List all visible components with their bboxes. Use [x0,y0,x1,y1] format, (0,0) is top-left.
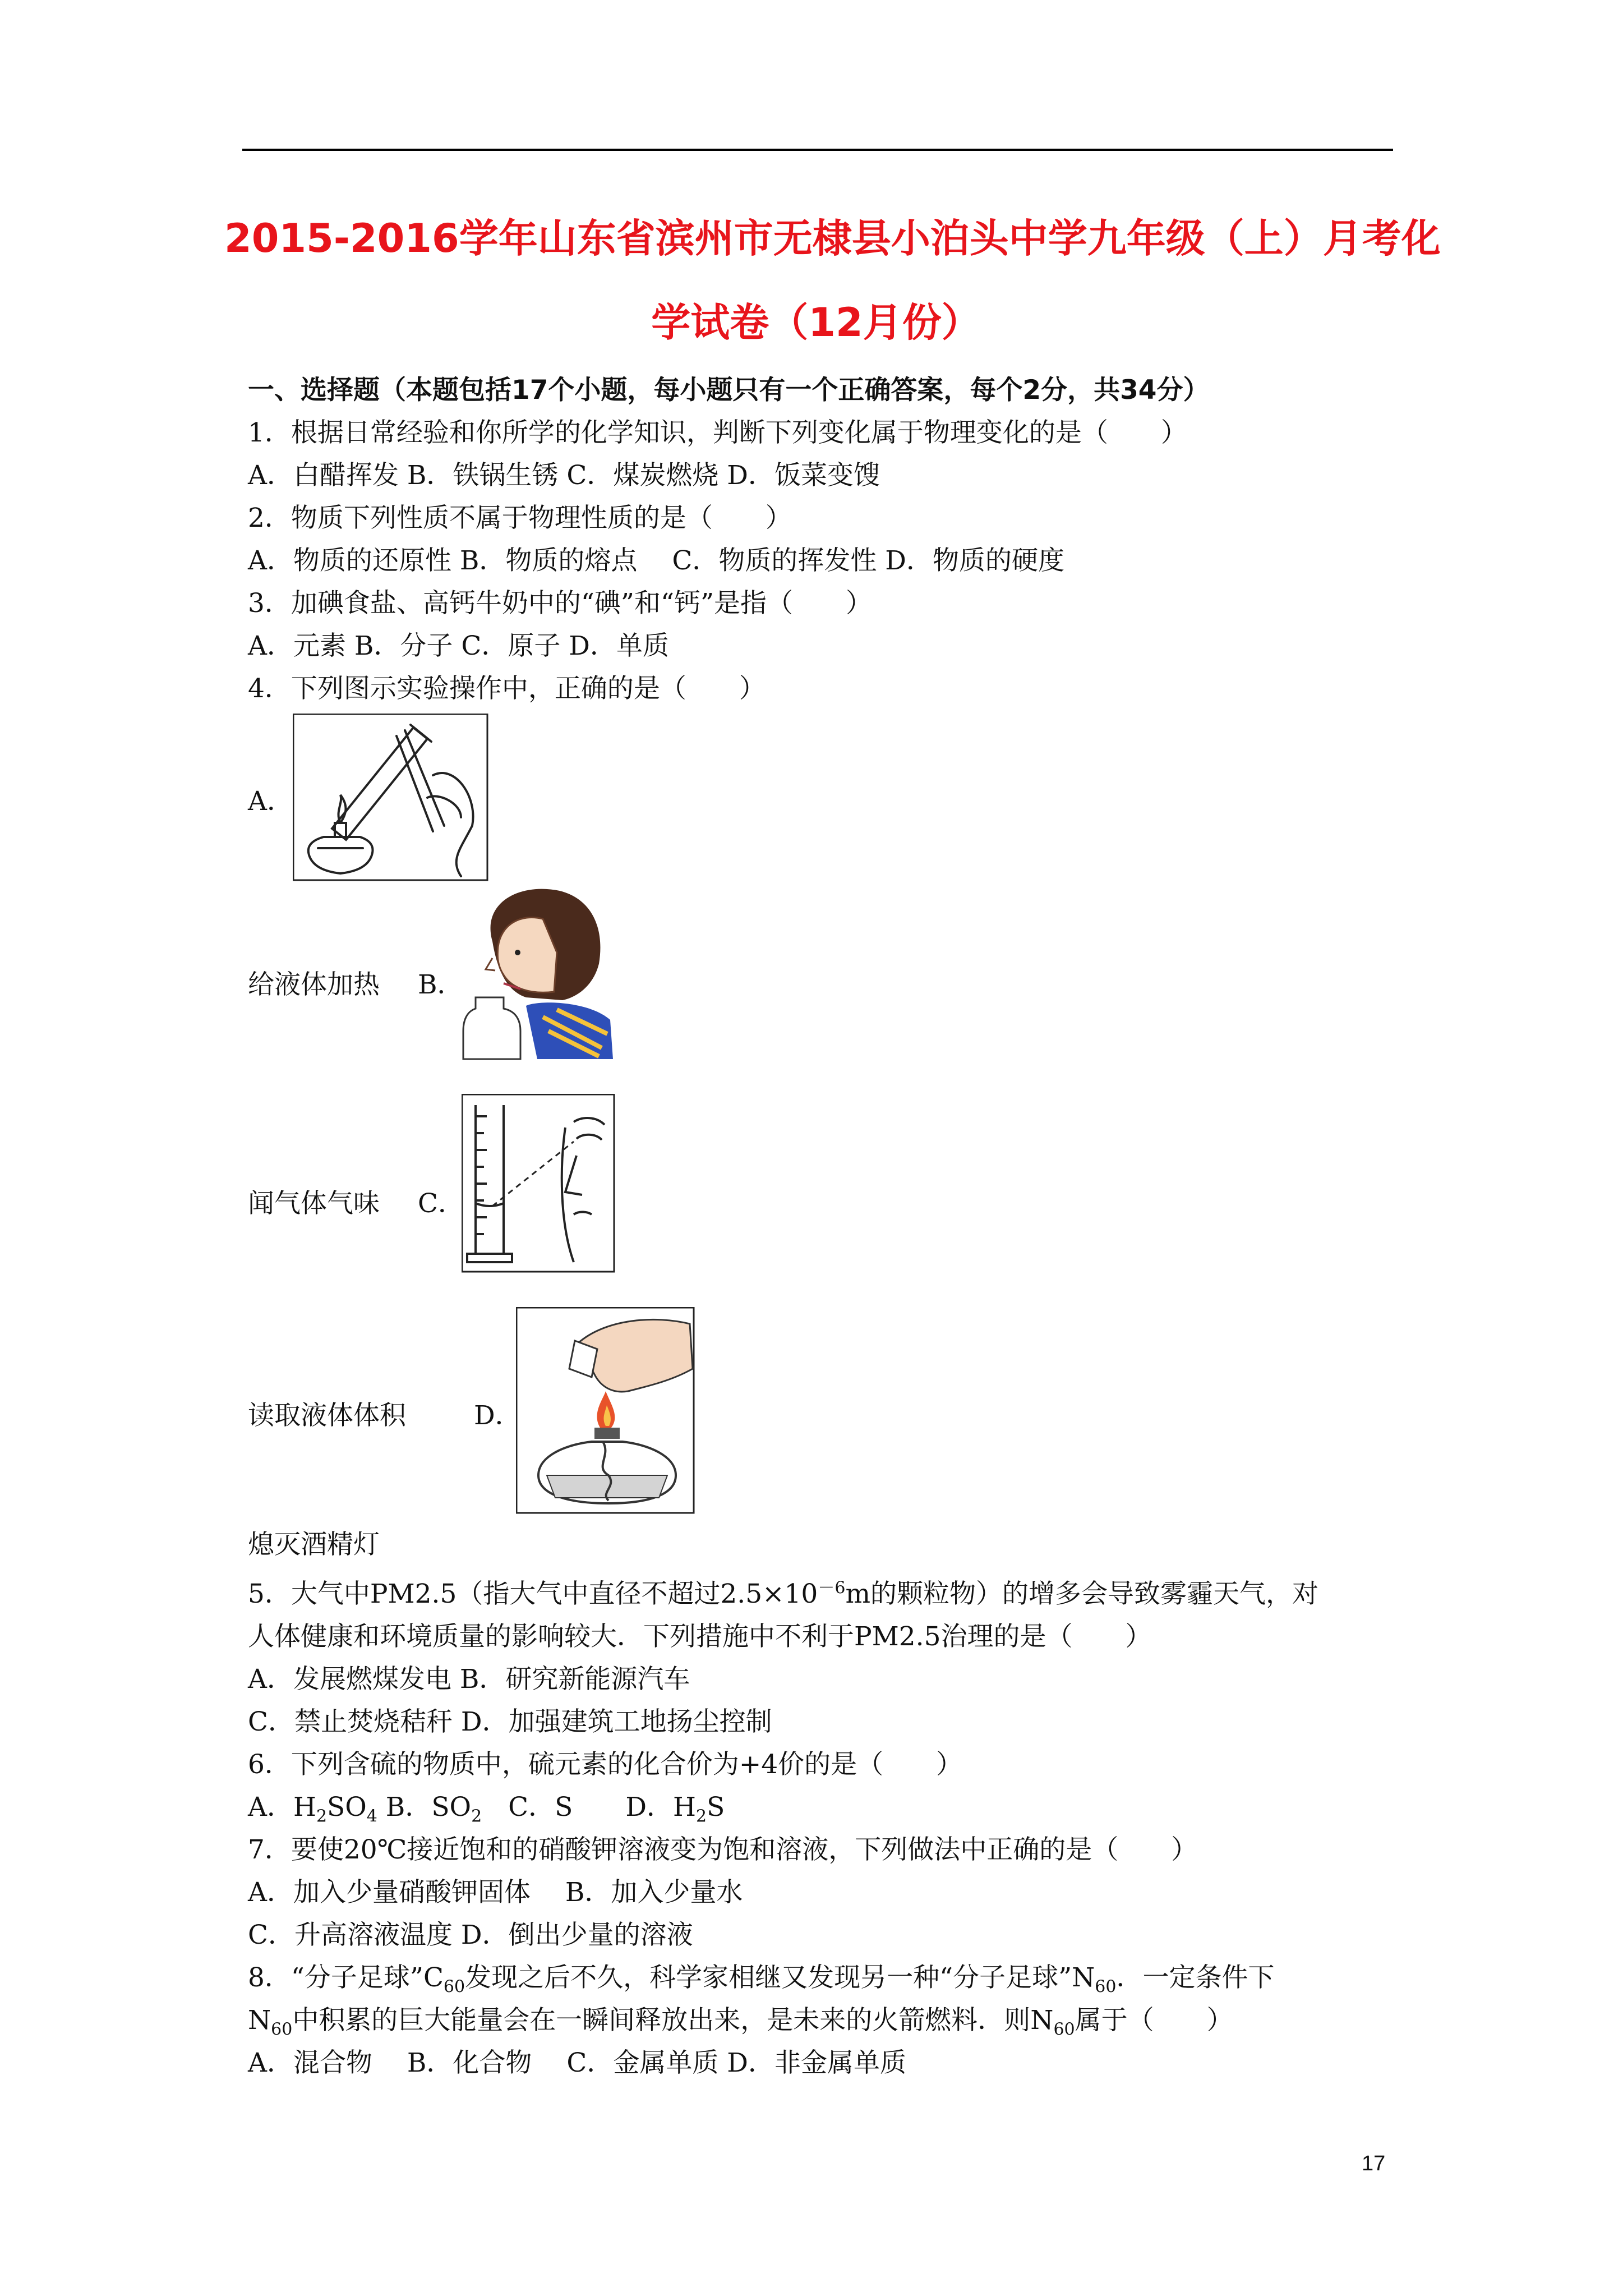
q1-stem: 1．根据日常经验和你所学的化学知识，判断下列变化属于物理变化的是（ ） [248,417,1187,448]
q3-stem: 3．加碘食盐、高钙牛奶中的“碘”和“钙”是指（ ） [248,588,873,619]
graduated-cylinder-figure [462,1094,616,1273]
q6-stem: 6．下列含硫的物质中，硫元素的化合价为+4价的是（ ） [248,1749,963,1780]
q8-stem-line2: $N_{60}$中积累的巨大能量会在一瞬间释放出来，是未来的火箭燃料．则$N_{60}$属于（ ） [248,2005,1233,2040]
header-rule [242,149,1393,151]
q4-a-caption: 给液体加热 [248,969,380,1000]
q4-d-label: D． [474,1400,522,1431]
smelling-gas-figure [459,880,616,1062]
q4-stem: 4．下列图示实验操作中，正确的是（ ） [248,673,766,704]
q8-options: A．混合物 B．化合物 C．金属单质 D．非金属单质 [248,2047,906,2078]
q1-options: A．白醋挥发 B．铁锅生锈 C．煤炭燃烧 D．饭菜变馊 [248,460,880,491]
q7-stem: 7．要使20℃接近饱和的硝酸钾溶液变为饱和溶液，下列做法中正确的是（ ） [248,1834,1198,1865]
page-title-line1: 2015-2016学年山东省滨州市无棣县小泊头中学九年级（上）月考化 [224,215,1441,261]
q4-c-label: C． [418,1188,464,1219]
q4-a-label: A． [248,786,293,817]
q7-options-line2: C．升高溶液温度 D．倒出少量的溶液 [248,1920,693,1950]
q6-options: A．$H_2SO_4$ B．$SO_2$ C．S D．$H_2S$ [248,1792,725,1826]
test-tube-heating-figure [293,714,489,882]
q4-b-label: B． [418,969,464,1000]
q2-options: A．物质的还原性 B．物质的熔点 C．物质的挥发性 D．物质的硬度 [248,545,1064,576]
q5-stem-line1: 5．大气中PM2.5（指大气中直径不超过$2.5\times 10^{-6}m$的颗粒物）的增多会导致雾霾天气，对 [248,1578,1319,1609]
section-heading: 一、选择题（本题包括17个小题，每小题只有一个正确答案，每个2分，共34分） [248,375,1210,406]
q5-options-line1: A．发展燃煤发电 B．研究新能源汽车 [248,1664,690,1695]
q5-stem-line2: 人体健康和环境质量的影响较大．下列措施中不利于PM2.5治理的是（ ） [248,1621,1152,1652]
q4-d-caption: 熄灭酒精灯 [248,1529,380,1560]
alcohol-lamp-figure [516,1307,695,1515]
q4-b-caption: 闻气体气味 [248,1188,380,1219]
page-title-line2: 学试卷（12月份） [651,300,981,346]
q8-stem-line1: 8．“分子足球$”C_{60}$发现之后不久，科学家相继又发现另一种“分子足球$”N_{60}$．一定条件下 [248,1962,1275,1997]
q4-c-caption: 读取液体体积 [248,1400,406,1431]
q3-options: A．元素 B．分子 C．原子 D．单质 [248,631,669,661]
q5-options-line2: C．禁止焚烧秸秆 D．加强建筑工地扬尘控制 [248,1706,772,1737]
q2-stem: 2．物质下列性质不属于物理性质的是（ ） [248,503,792,533]
q7-options-line1: A．加入少量硝酸钾固体 B．加入少量水 [248,1877,743,1908]
page-number: 17 [1362,2152,1386,2175]
